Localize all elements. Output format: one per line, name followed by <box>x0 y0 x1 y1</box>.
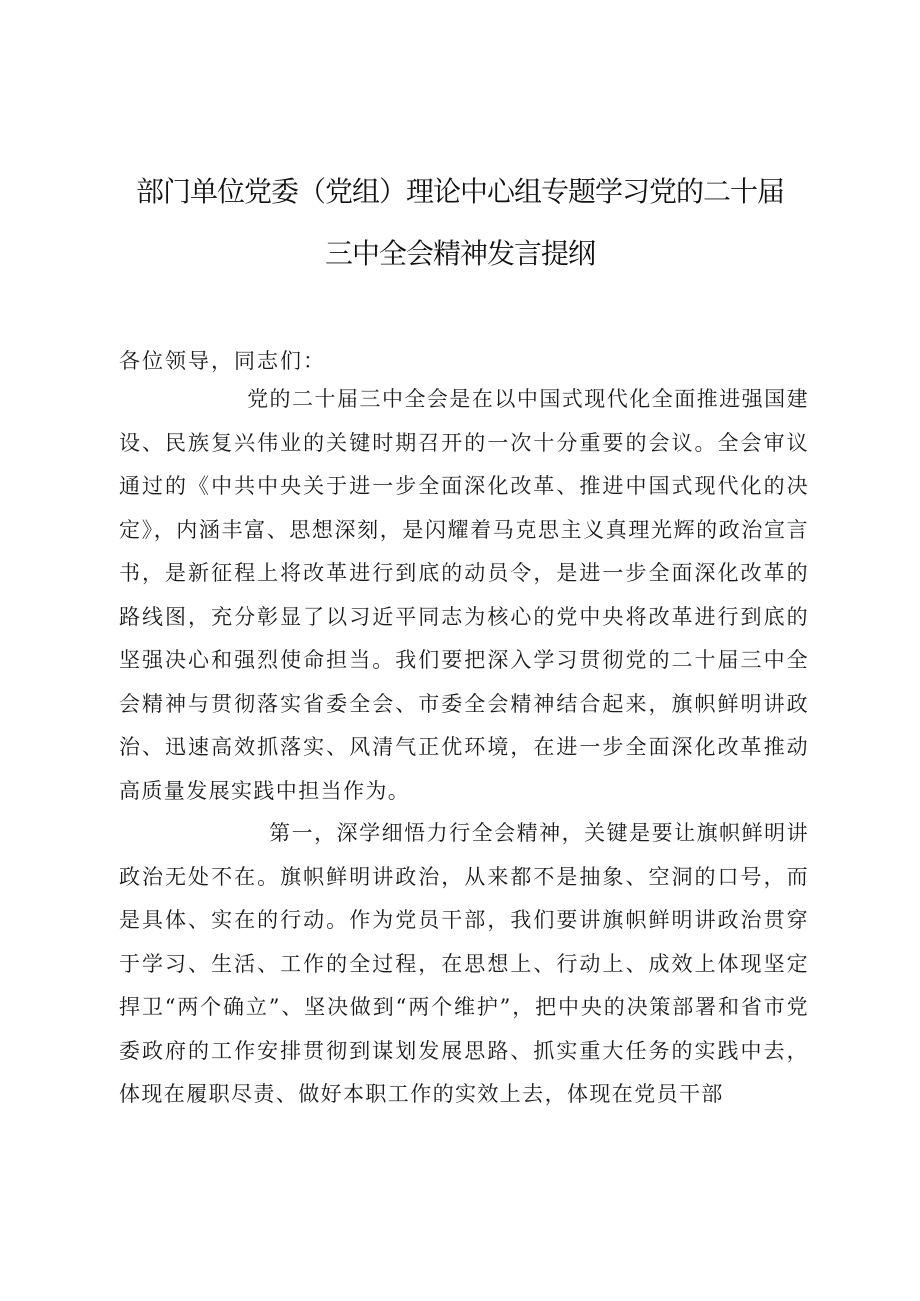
document-title-line-2: 三中全会精神发言提纲 <box>324 237 595 270</box>
paragraph-1-text: 党的二十届三中全会是在以中国式现代化全面推进强国建设、民族复兴伟业的关键时期召开的一次十分重要的会议。全会审议通过的《中共中央关于进一步全面深化改革、推进中国式现代化的决定》，内涵丰富、思想深刻，是闪耀着马克思主义真理光辉的政治宣言书，是新征程上将改革进行到底的动员令，是进一步全面深化改革的路线图，充分彰显了以习近平同志为核心的党中央将改革进行到底的坚强决心和强烈使命担当。我们要把深入学习贯彻党的二十届三中全会精神与贯彻落实省委全会、市委全会精神结合起来，旗帜鲜明讲政治、迅速高效抓落实、风清气正优环境，在进一步全面深化改革推动高质量发展实践中担当作为。 <box>119 387 809 803</box>
paragraph-2-text: 第一，深学细悟力行全会精神，关键是要让旗帜鲜明讲政治无处不在。旗帜鲜明讲政治，从来都不是抽象、空洞的口号，而是具体、实在的行动。作为党员干部，我们要讲旗帜鲜明讲政治贯穿于学习、生活、工作的全过程，在思想上、行动上、成效上体现坚定捍卫“两个确立”、坚决做到“两个维护”，把中央的决策部署和省市党委政府的工作安排贯彻到谋划发展思路、抓实重大任务的实践中去，体现在履职尽责、做好本职工作的实效上去，体现在党员干部 <box>119 821 809 1106</box>
document-title-line-1: 部门单位党委（党组）理论中心组专题学习党的二十届 <box>135 175 784 208</box>
paragraph-1 <box>119 378 809 813</box>
salutation: 各位领导，同志们： <box>119 349 326 373</box>
paragraph-2 <box>119 812 809 1117</box>
